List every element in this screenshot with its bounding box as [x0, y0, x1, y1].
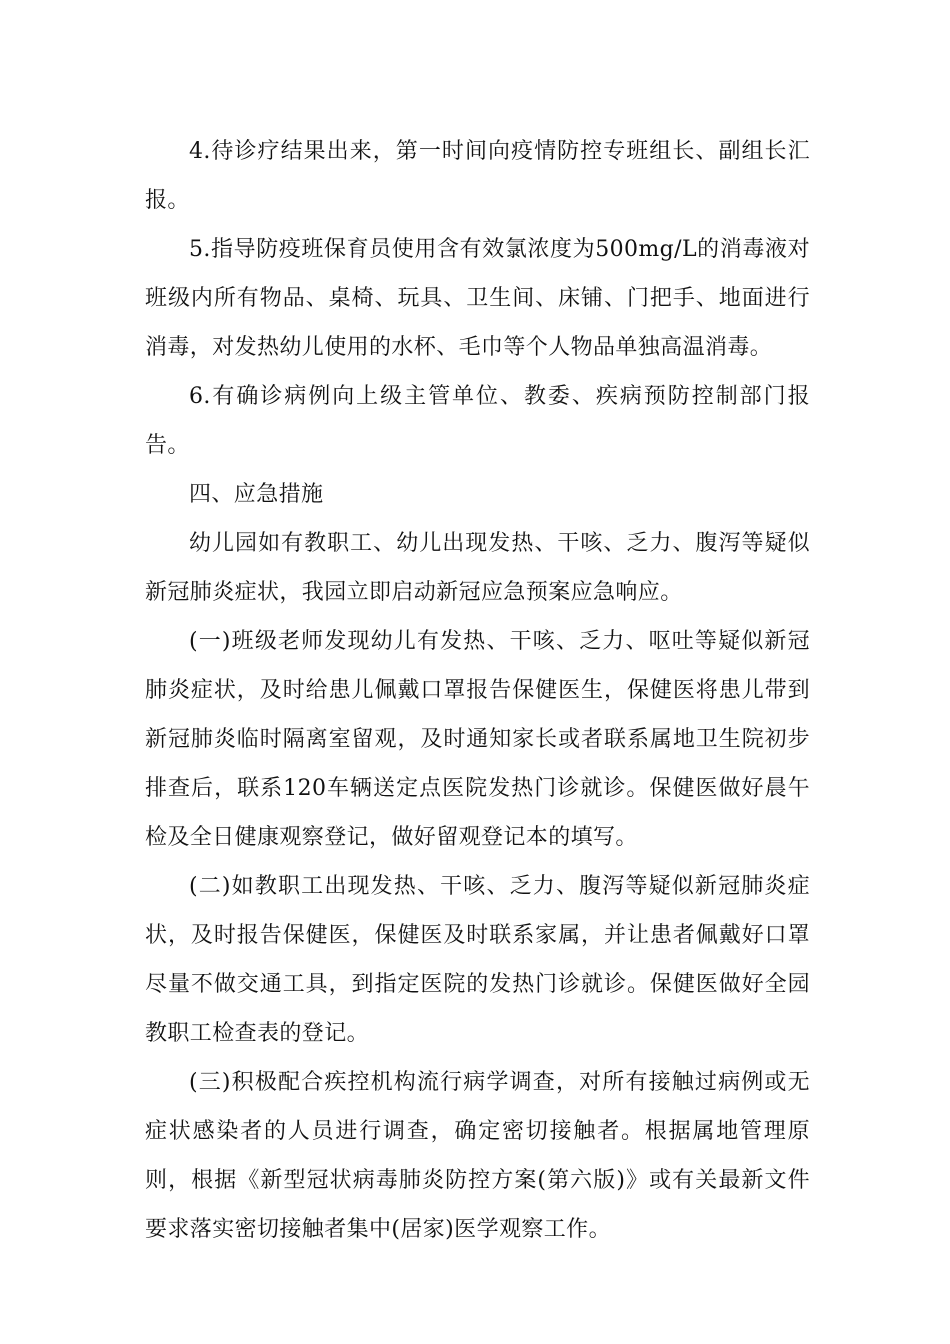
paragraph-item-2: (二)如教职工出现发热、干咳、乏力、腹泻等疑似新冠肺炎症状，及时报告保健医，保健医及时联系家属，并让患者佩戴好口罩尽量不做交通工具，到指定医院的发热门诊就诊。保健医做好全园教职工检查表的登记。 [145, 874, 810, 1046]
paragraph-item-1: (一)班级老师发现幼儿有发热、干咳、乏力、呕吐等疑似新冠肺炎症状，及时给患儿佩戴口罩报告保健医生，保健医将患儿带到新冠肺炎临时隔离室留观，及时通知家长或者联系属地卫生院初步排查后，联系120车辆送定点医院发热门诊就诊。保健医做好晨午检及全日健康观察登记，做好留观登记本的填写。 [145, 629, 810, 850]
paragraph-step-5: 5.指导防疫班保育员使用含有效氯浓度为500mg/L的消毒液对班级内所有物品、桌椅、玩具、卫生间、床铺、门把手、地面进行消毒，对发热幼儿使用的水杯、毛巾等个人物品单独高温消毒。 [145, 237, 810, 360]
section-heading-emergency-measures: 四、应急措施 [189, 482, 324, 507]
paragraph-step-6: 6.有确诊病例向上级主管单位、教委、疾病预防控制部门报告。 [145, 384, 810, 458]
document-body [145, 127, 810, 1254]
paragraph-step-4: 4.待诊疗结果出来，第一时间向疫情防控专班组长、副组长汇报。 [145, 139, 810, 213]
paragraph-emergency-intro: 幼儿园如有教职工、幼儿出现发热、干咳、乏力、腹泻等疑似新冠肺炎症状，我园立即启动新冠应急预案应急响应。 [145, 531, 810, 605]
paragraph-item-3: (三)积极配合疾控机构流行病学调查，对所有接触过病例或无症状感染者的人员进行调查，确定密切接触者。根据属地管理原则，根据《新型冠状病毒肺炎防控方案(第六版)》或有关最新文件要求落实密切接触者集中(居家)医学观察工作。 [145, 1070, 810, 1242]
